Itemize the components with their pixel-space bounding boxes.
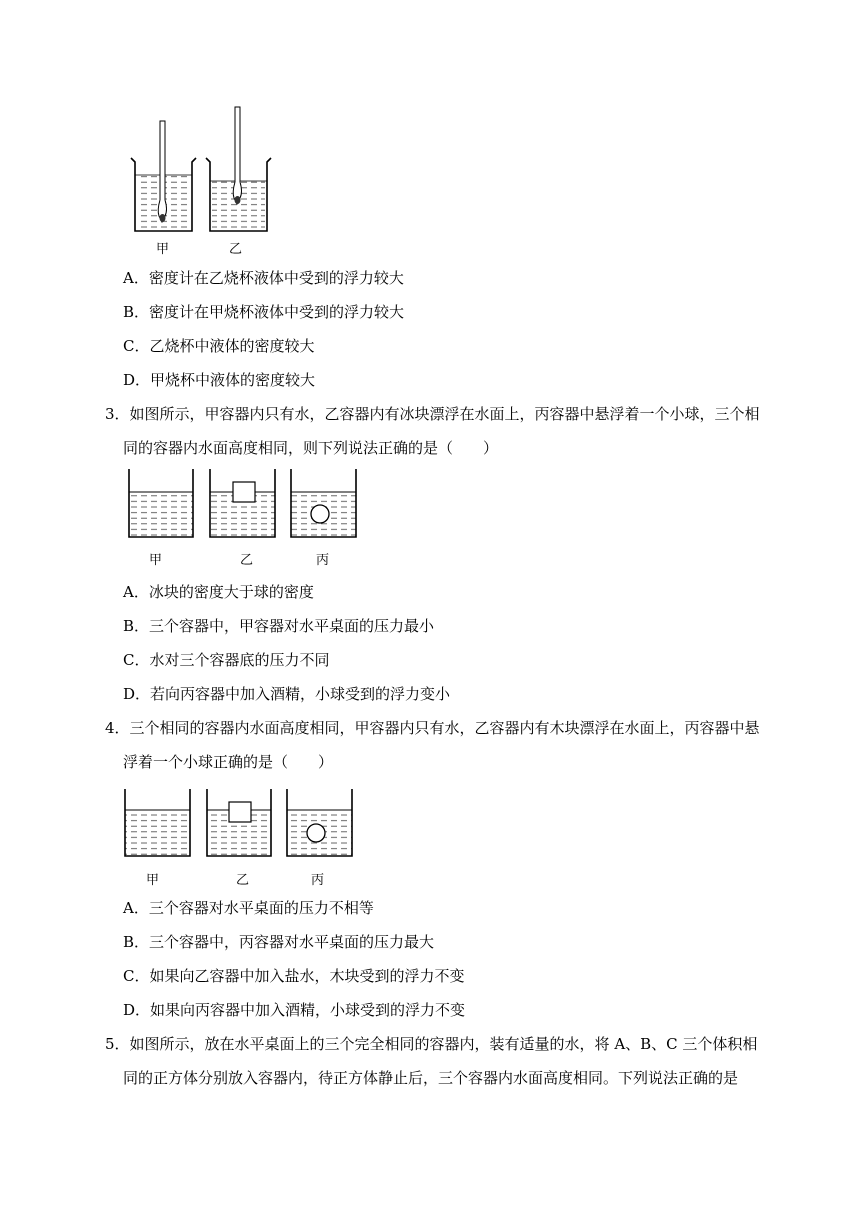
q5-stem-line1: 5．如图所示，放在水平桌面上的三个完全相同的容器内，装有适量的水，将 A、B、C 三个体积相	[105, 1035, 758, 1053]
q4-stem-line2: 浮着一个小球正确的是（ ）	[123, 753, 334, 771]
q3-option-b[interactable]: B．三个容器中，甲容器对水平桌面的压力最小	[123, 617, 435, 635]
q2-option-b[interactable]: B．密度计在甲烧杯液体中受到的浮力较大	[123, 303, 405, 321]
q5-stem-line2: 同的正方体分别放入容器内，待正方体静止后，三个容器内水面高度相同。下列说法正确的是	[123, 1069, 739, 1087]
q3-label-jia: 甲	[149, 553, 163, 568]
small-ball	[307, 824, 325, 842]
q4-option-a[interactable]: A．三个容器对水平桌面的压力不相等	[123, 899, 374, 917]
q3-option-d[interactable]: D．若向丙容器中加入酒精，小球受到的浮力变小	[123, 685, 451, 703]
q4-option-d[interactable]: D．如果向丙容器中加入酒精，小球受到的浮力不变	[123, 1001, 466, 1019]
q2-label-yi: 乙	[229, 242, 243, 257]
container-yi	[207, 789, 271, 856]
q2-option-d[interactable]: D．甲烧杯中液体的密度较大	[123, 371, 316, 389]
container-jia	[125, 789, 190, 856]
q3-label-bing: 丙	[316, 553, 330, 568]
q4-option-b[interactable]: B．三个容器中，丙容器对水平桌面的压力最大	[123, 933, 435, 951]
wood-block	[229, 802, 251, 822]
q4-label-bing: 丙	[311, 873, 325, 888]
q3-stem-line2: 同的容器内水面高度相同，则下列说法正确的是（ ）	[123, 439, 499, 457]
q3-option-a[interactable]: A．冰块的密度大于球的密度	[123, 583, 314, 601]
q2-option-a[interactable]: A．密度计在乙烧杯液体中受到的浮力较大	[123, 269, 404, 287]
q3-stem-line1: 3．如图所示，甲容器内只有水，乙容器内有冰块漂浮在水面上，丙容器中悬浮着一个小球，三个相	[105, 405, 760, 423]
q3-label-yi: 乙	[240, 553, 254, 568]
q4-label-yi: 乙	[236, 873, 250, 888]
q2-option-c[interactable]: C．乙烧杯中液体的密度较大	[123, 337, 315, 355]
q4-label-jia: 甲	[146, 873, 160, 888]
q2-label-jia: 甲	[156, 242, 170, 257]
container-bing	[287, 789, 352, 856]
q4-stem-line1: 4．三个相同的容器内水面高度相同，甲容器内只有水，乙容器内有木块漂浮在水面上，丙容器中悬	[105, 719, 760, 737]
q4-option-c[interactable]: C．如果向乙容器中加入盐水，木块受到的浮力不变	[123, 967, 465, 985]
q3-option-c[interactable]: C．水对三个容器底的压力不同	[123, 651, 330, 669]
